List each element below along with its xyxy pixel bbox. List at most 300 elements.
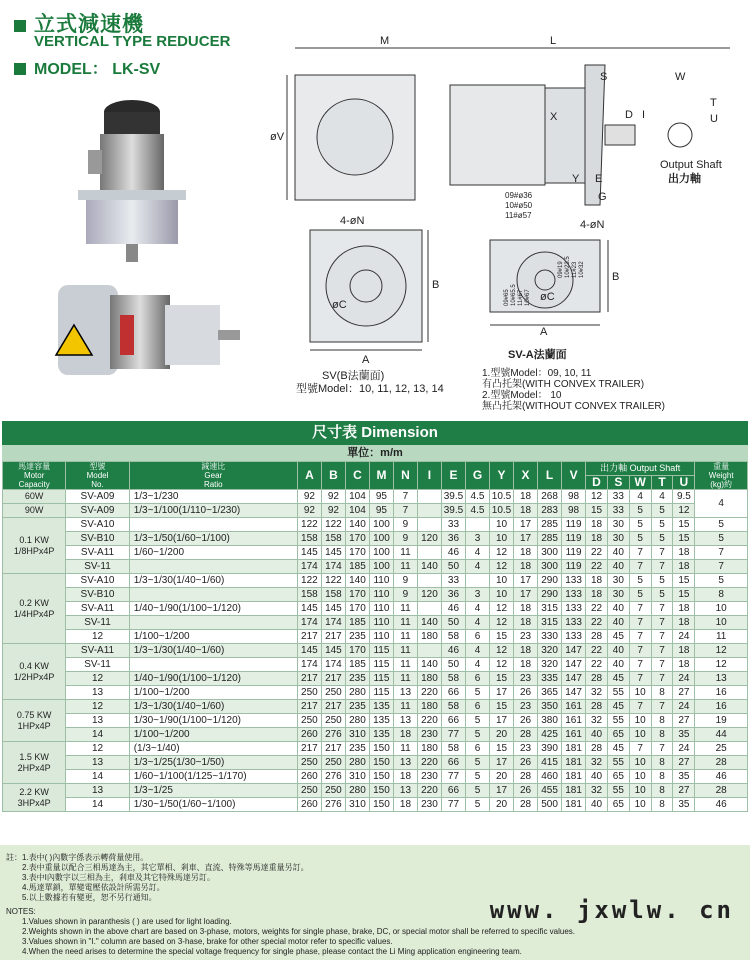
dimension-cell: 7 [651,602,673,616]
weight-cell: 13 [695,672,748,686]
dimension-cell: 7 [629,630,651,644]
dimension-cell: 28 [514,798,538,812]
dimension-cell: 260 [297,798,321,812]
note-en: 2.Weights shown in the above chart are based on 3-phase, motors, weights for single phase, brake, DC, or special motor shall be referred to specific values. [22,927,576,936]
dimension-cell: 380 [538,714,562,728]
dimension-cell: 12 [673,504,695,518]
dim-label-u: U [710,113,718,125]
dimension-cell [417,518,441,532]
dimension-cell: 135 [369,728,393,742]
dimension-cell: 280 [345,784,369,798]
dimension-cell: 40 [607,602,629,616]
horizontal-reducer-photo [50,275,250,395]
motor-capacity-cell: 0.2 KW 1/4HPx4P [3,574,66,644]
weight-cell: 28 [695,756,748,770]
note-cn: 5.以上數據若有變更，恕不另行通知。 [22,893,157,902]
sva-left-1: 09#65 [504,289,510,306]
dimension-cell: 7 [651,616,673,630]
dimension-cell: 5 [466,686,490,700]
dimension-cell: 425 [538,728,562,742]
dimension-cell: 10 [629,728,651,742]
ratio-cell: 1/100~1/200 [129,686,297,700]
table-row [3,728,748,742]
dimension-cell: 22 [586,658,608,672]
dimension-cell: 217 [321,700,345,714]
dimension-cell: 100 [369,560,393,574]
dimension-cell: 122 [297,518,321,532]
sva-note-4: 無凸托架(WITHOUT CONVEX TRAILER) [482,401,665,412]
dimension-cell: 460 [538,770,562,784]
dimension-cell: 24 [673,700,695,714]
dimension-cell: 217 [297,672,321,686]
model-cell: SV-A10 [66,518,129,532]
dimension-cell: 15 [673,574,695,588]
dimension-cell: 220 [417,784,441,798]
dim-label-d: D [625,109,633,121]
dimension-cell: 28 [586,700,608,714]
dimension-cell: 181 [562,756,586,770]
dimension-cell: 18 [393,770,417,784]
dimension-cell: 161 [562,728,586,742]
model-cell: 14 [66,728,129,742]
dimension-cell: 27 [673,756,695,770]
output-shaft-label-cn: 出力軸 [668,173,701,185]
dimension-cell: 17 [490,714,514,728]
dimension-cell: 104 [345,490,369,504]
model-cell: SV-A09 [66,490,129,504]
dimension-cell: 30 [607,532,629,546]
model-cell: SV-A11 [66,602,129,616]
table-row [3,700,748,714]
dimension-cell: 5 [651,518,673,532]
dimension-cell: 5 [629,504,651,518]
dimension-cell: 4 [466,616,490,630]
dimension-cell: 170 [345,546,369,560]
dimension-cell: 66 [441,784,465,798]
dimension-cell: 45 [607,630,629,644]
dimension-cell: 27 [673,784,695,798]
header-output-shaft: 出力軸 Output Shaft [586,462,695,476]
dimension-cell: 110 [369,602,393,616]
dimension-cell: 140 [345,574,369,588]
dimension-cell: 180 [417,700,441,714]
header-dim: M [369,462,393,490]
dimension-table [2,461,748,812]
motor-capacity-cell: 0.1 KW 1/8HPx4P [3,518,66,574]
model-cell: 13 [66,756,129,770]
dimension-cell: 4 [651,490,673,504]
table-row [3,798,748,812]
dimension-cell: 276 [321,798,345,812]
dimension-cell: 40 [607,658,629,672]
dimension-cell: 217 [321,672,345,686]
dimension-cell: 7 [651,546,673,560]
header-shaft-dim: W [629,476,651,490]
header-shaft-dim: S [607,476,629,490]
dimension-cell: 276 [321,770,345,784]
dimension-cell: 133 [562,602,586,616]
dimension-cell: 27 [673,686,695,700]
dimension-cell: 217 [321,630,345,644]
weight-cell: 5 [695,574,748,588]
dimension-cell: 320 [538,644,562,658]
weight-cell: 5 [695,518,748,532]
dimension-cell: 7 [651,700,673,714]
dimension-cell: 18 [514,546,538,560]
ratio-cell: 1/60~1/200 [129,546,297,560]
dimension-cell: 4 [466,658,490,672]
dimension-cell: 250 [321,714,345,728]
dimension-cell: 22 [586,546,608,560]
dimension-cell: 18 [586,532,608,546]
dimension-cell: 11 [393,560,417,574]
dimension-cell: 17 [514,574,538,588]
dimension-cell: 145 [297,602,321,616]
dimension-cell: 26 [514,784,538,798]
dimension-cell: 13 [393,756,417,770]
dimension-cell: 30 [607,518,629,532]
dimension-cell: 290 [538,574,562,588]
sva-hole-1: 09#ø36 [505,191,533,200]
header-dim: C [345,462,369,490]
header-dim: A [297,462,321,490]
ratio-cell [129,518,297,532]
note-en: 1.Values shown in paranthesis ( ) are used for light loading. [22,917,232,926]
dimension-cell: 18 [586,574,608,588]
dimension-cell: 10.5 [490,504,514,518]
dimension-cell: 5 [651,588,673,602]
dimension-cell: 46 [441,602,465,616]
dimension-cell: 40 [586,798,608,812]
dimension-cell: 18 [673,546,695,560]
dimension-cell: 9 [393,574,417,588]
sva-left-4: 10#67 [525,289,531,306]
table-title: 尺寸表 Dimension [2,421,748,445]
dimension-cell: 15 [490,630,514,644]
note-en: 4.When the need arises to determine the special voltage frequency for single phase, please contact the Li Ming application engineering team. [22,947,522,956]
dimension-cell: 17 [514,518,538,532]
dimension-cell: 4 [466,560,490,574]
dimension-cell: 15 [673,532,695,546]
dimension-cell: 280 [345,714,369,728]
notes-en-title: NOTES: [6,907,36,916]
table-row [3,714,748,728]
dimension-cell: 77 [441,728,465,742]
table-row [3,672,748,686]
dimension-cell: 170 [345,588,369,602]
dimension-cell: 18 [673,602,695,616]
dimension-cell: 8 [651,770,673,784]
dimension-cell: 235 [345,672,369,686]
dimension-cell: 230 [417,798,441,812]
sva-flange-title: SV-A法蘭面 [508,349,567,361]
page-title-en: VERTICAL TYPE REDUCER [34,33,231,50]
dimension-cell: 11 [393,630,417,644]
dimension-cell: 45 [607,672,629,686]
dimension-cell: 140 [345,518,369,532]
dimension-cell: 145 [297,546,321,560]
dimension-cell: 55 [607,686,629,700]
dimension-cell: 7 [629,672,651,686]
ratio-cell: 1/3~1/25(1/30~1/50) [129,756,297,770]
dimension-cell: 55 [607,784,629,798]
dimension-cell: 77 [441,798,465,812]
dimension-cell: 17 [514,588,538,602]
dim-label-c: øC [332,299,347,311]
dimension-cell: 140 [417,658,441,672]
ratio-cell [129,588,297,602]
dimension-cell: 12 [490,658,514,672]
dimension-cell: 104 [345,504,369,518]
dimension-cell: 120 [417,588,441,602]
dimension-cell: 46 [441,644,465,658]
header-weight: 重量 Weight (kg)約 [695,462,748,490]
dimension-cell: 174 [297,658,321,672]
dimension-cell: 9.5 [673,490,695,504]
dimension-cell: 6 [466,700,490,714]
dimension-cell: 15 [673,518,695,532]
dimension-cell: 11 [393,658,417,672]
dimension-cell: 95 [369,490,393,504]
dimension-cell: 92 [321,504,345,518]
dimension-cell: 12 [490,560,514,574]
dimension-cell: 22 [586,644,608,658]
dimension-cell: 28 [586,742,608,756]
dimension-cell: 7 [629,644,651,658]
dimension-cell: 18 [514,644,538,658]
dimension-cell: 92 [321,490,345,504]
dimension-cell: 3 [466,532,490,546]
header-dim: I [417,462,441,490]
dimension-cell: 220 [417,756,441,770]
dimension-cell: 36 [441,532,465,546]
dim-label-g: G [598,191,607,203]
dimension-cell: 147 [562,686,586,700]
dimension-drawings [250,30,745,415]
model-cell: SV-B10 [66,588,129,602]
ratio-cell: 1/3~1/50(1/60~1/100) [129,532,297,546]
dimension-cell: 18 [673,616,695,630]
dimension-cell: 23 [514,742,538,756]
dimension-cell: 280 [345,686,369,700]
dimension-cell: 7 [629,658,651,672]
dimension-cell: 217 [297,700,321,714]
dimension-cell: 185 [345,658,369,672]
header-dim: E [441,462,465,490]
note-cn: 2.表中重量以配合三相馬達為主，其它單相、剎車、直流、特殊等馬達重量另訂。 [22,863,309,872]
dimension-cell: 170 [345,532,369,546]
dimension-cell: 10 [629,756,651,770]
dimension-cell: 18 [514,616,538,630]
dim-label-v: øV [270,131,285,143]
dimension-cell: 11 [393,616,417,630]
dimension-cell: 33 [607,490,629,504]
dimension-cell: 50 [441,616,465,630]
dimension-cell: 133 [562,630,586,644]
weight-cell: 12 [695,658,748,672]
dimension-cell: 4 [466,546,490,560]
dimension-cell: 145 [321,644,345,658]
holes-label: 4-øN [340,215,365,227]
dimension-cell: 18 [514,490,538,504]
model-cell: SV-A11 [66,546,129,560]
dimension-cell: 8 [651,714,673,728]
header-shaft-dim: T [651,476,673,490]
dimension-cell: 10.5 [490,490,514,504]
dimension-cell: 18 [586,588,608,602]
dimension-cell: 100 [369,532,393,546]
dimension-cell: 18 [393,728,417,742]
dimension-cell: 11 [393,700,417,714]
sv-flange-title: SV(B法蘭面) [322,370,385,382]
dimension-cell: 5 [651,504,673,518]
dimension-cell: 250 [297,686,321,700]
output-shaft-label: Output Shaft [660,159,722,171]
dimension-cell: 7 [629,560,651,574]
dimension-cell: 17 [514,532,538,546]
dimension-cell: 24 [673,672,695,686]
dimension-cell: 310 [345,728,369,742]
weight-cell: 5 [695,532,748,546]
dimension-cell: 24 [673,742,695,756]
ratio-cell [129,560,297,574]
dimension-cell: 17 [490,756,514,770]
dimension-cell: 23 [514,672,538,686]
dimension-cell: 181 [562,798,586,812]
dimension-cell: 18 [514,560,538,574]
dimension-cell: 28 [514,728,538,742]
ratio-cell [129,616,297,630]
dim-label-b2: B [612,271,620,283]
dimension-cell: 390 [538,742,562,756]
dimension-cell: 18 [673,658,695,672]
dimension-cell: 12 [490,644,514,658]
dimension-cell: 65 [607,770,629,784]
dim-label-b: B [432,279,440,291]
ratio-cell: 1/3~1/30(1/40~1/60) [129,644,297,658]
ratio-cell: 1/30~1/50(1/60~1/100) [129,798,297,812]
dimension-cell: 3 [466,588,490,602]
dimension-cell: 58 [441,630,465,644]
dimension-cell: 10 [629,686,651,700]
dimension-cell: 110 [369,616,393,630]
table-row [3,784,748,798]
dimension-cell [417,504,441,518]
dimension-cell: 65 [607,728,629,742]
dimension-cell: 260 [297,770,321,784]
model-cell: SV-A11 [66,644,129,658]
note-cn: 4.馬達單鎖，單變電壓依設計所需另訂。 [22,883,165,892]
dimension-cell: 18 [393,798,417,812]
weight-cell: 16 [695,700,748,714]
model-cell: 13 [66,686,129,700]
model-cell: 13 [66,714,129,728]
dimension-cell: 115 [369,658,393,672]
dimension-cell: 415 [538,756,562,770]
dimension-cell: 5 [629,588,651,602]
dimension-cell: 174 [321,658,345,672]
dimension-cell: 181 [562,784,586,798]
weight-cell: 10 [695,602,748,616]
dimension-cell: 5 [629,532,651,546]
dimension-cell: 24 [673,630,695,644]
weight-cell: 7 [695,560,748,574]
dimension-cell: 11 [393,644,417,658]
table-unit: 單位：m/m [2,445,748,461]
dimension-cell: 15 [586,504,608,518]
dimension-cell: 280 [345,756,369,770]
dimension-cell: 300 [538,560,562,574]
dimension-cell: 7 [651,630,673,644]
sva-left-3: 11#67 [518,289,524,306]
dimension-cell: 145 [297,644,321,658]
dimension-cell: 9 [393,532,417,546]
dimension-cell: 35 [673,770,695,784]
dim-label-i: I [642,109,646,121]
dimension-cell: 7 [393,490,417,504]
dimension-cell: 158 [321,532,345,546]
dimension-cell: 45 [607,700,629,714]
note-cn: 註：1.表中( )內數字係表示轉荷量使用。 [6,853,149,862]
model-cell: SV-11 [66,658,129,672]
dimension-cell: 9 [393,518,417,532]
dimension-cell: 36 [441,588,465,602]
dimension-cell: 11 [393,546,417,560]
table-row [3,644,748,658]
dimension-cell: 5 [466,798,490,812]
dimension-cell: 7 [629,700,651,714]
dimension-cell: 15 [490,742,514,756]
model-cell: 12 [66,672,129,686]
dimension-cell: 40 [586,770,608,784]
dimension-cell: 92 [297,504,321,518]
ratio-cell: 1/3~1/100(1/110~1/230) [129,504,297,518]
header-shaft-dim: U [673,476,695,490]
dimension-cell: 28 [586,630,608,644]
dimension-cell: 250 [321,686,345,700]
dimension-cell: 7 [651,672,673,686]
table-row [3,756,748,770]
dimension-cell: 220 [417,686,441,700]
dimension-cell: 46 [441,546,465,560]
dimension-cell: 7 [629,616,651,630]
model-cell: 12 [66,742,129,756]
weight-cell: 19 [695,714,748,728]
dimension-cell: 150 [369,756,393,770]
dim-label-a2: A [540,326,548,338]
dimension-cell: 115 [369,672,393,686]
dimension-cell: 58 [441,742,465,756]
dim-label-t: T [710,97,717,109]
dimension-cell: 161 [562,700,586,714]
weight-cell: 25 [695,742,748,756]
dim-label-m: M [380,35,390,47]
header-dim: N [393,462,417,490]
website-watermark: www. jxwlw. cn [489,896,734,924]
dimension-cell: 285 [538,518,562,532]
dimension-cell: 58 [441,672,465,686]
motor-capacity-cell: 60W [3,490,66,504]
table-row [3,742,748,756]
table-row [3,560,748,574]
dimension-cell: 181 [562,742,586,756]
dimension-cell: 4.5 [466,504,490,518]
dimension-cell: 92 [297,490,321,504]
dimension-cell [466,574,490,588]
dimension-cell: 66 [441,686,465,700]
table-row [3,686,748,700]
dimension-cell: 235 [345,630,369,644]
